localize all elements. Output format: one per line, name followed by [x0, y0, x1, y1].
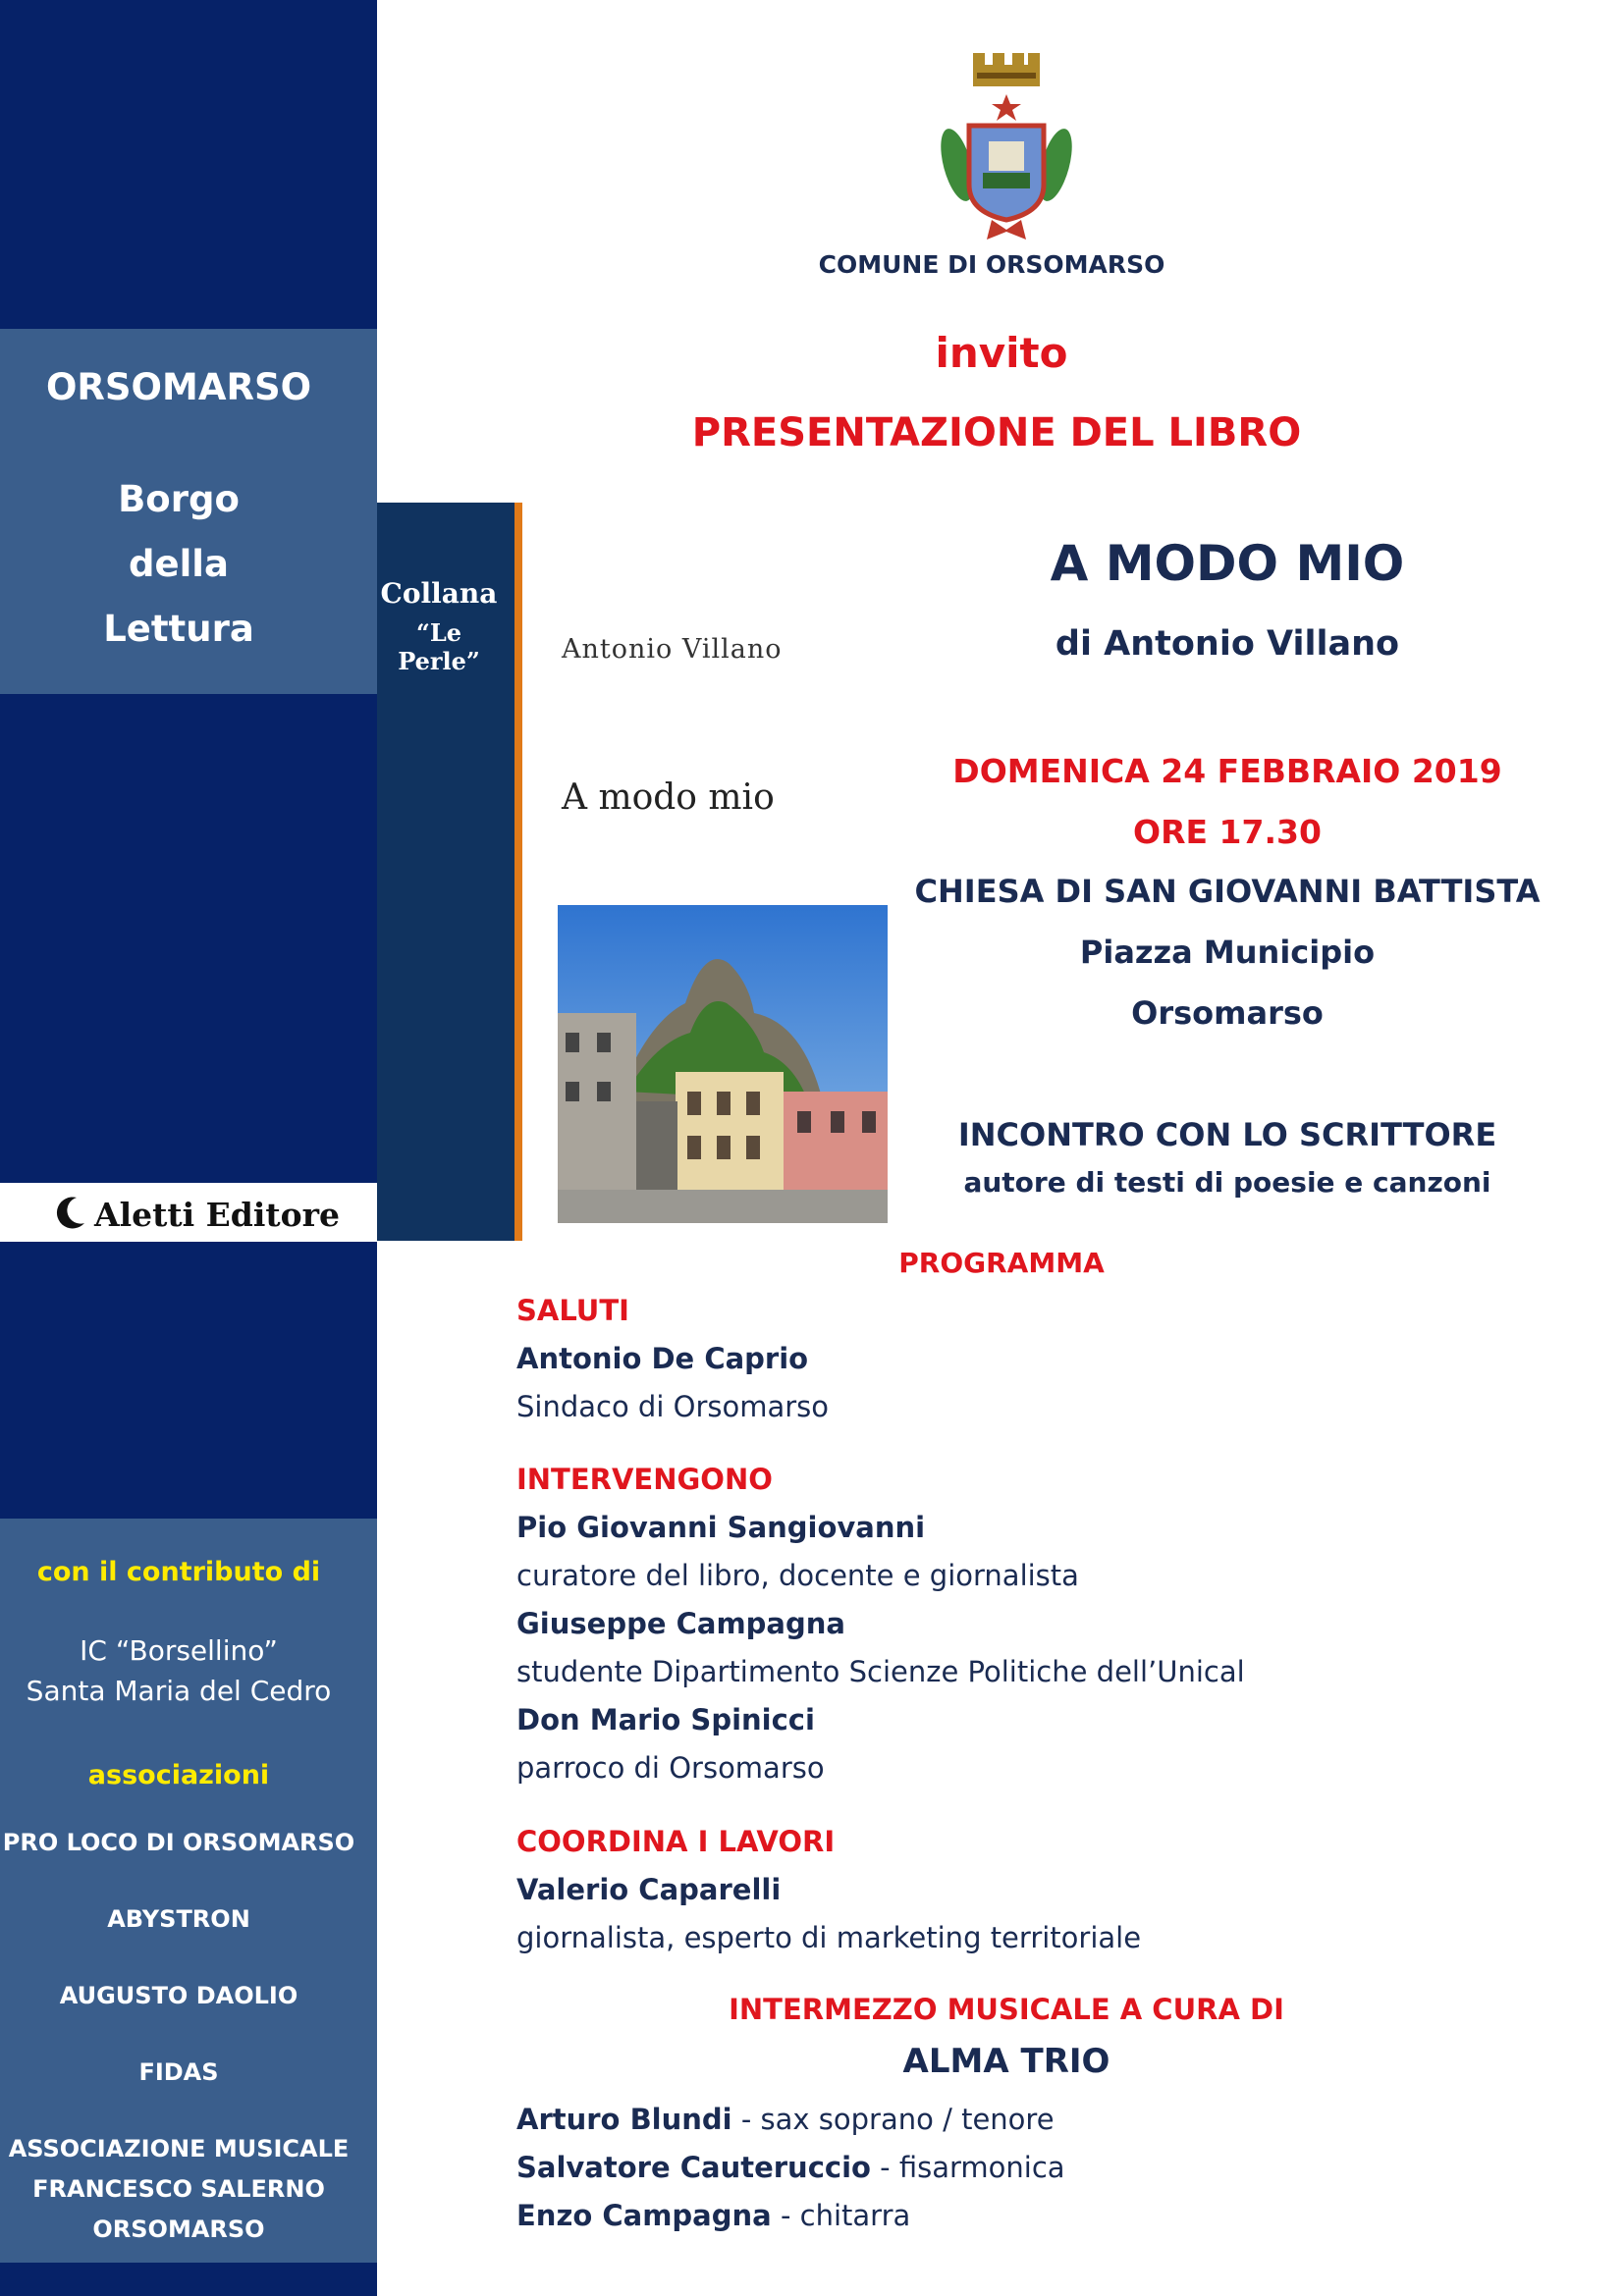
contrib-heading: con il contributo di	[36, 1557, 321, 1587]
cover-title: A modo mio	[562, 777, 775, 818]
saluti-label: SALUTI	[516, 1294, 629, 1327]
intervengono-label: INTERVENGONO	[516, 1463, 773, 1496]
school-line-2: Santa Maria del Cedro	[26, 1675, 332, 1707]
assoc-item: ABYSTRON	[107, 1905, 250, 1933]
event-square: Piazza Municipio	[1079, 934, 1376, 971]
event-time: ORE 17.30	[1133, 813, 1322, 851]
event-town: Orsomarso	[1131, 994, 1324, 1032]
speaker-name: Giuseppe Campagna	[516, 1607, 845, 1640]
program-heading: PROGRAMMA	[898, 1247, 1105, 1279]
speaker-role: parroco di Orsomarso	[516, 1751, 825, 1785]
sidebar-middle-panel	[0, 694, 377, 1183]
music-label: INTERMEZZO MUSICALE A CURA DI	[729, 1993, 1284, 2026]
event-author: di Antonio Villano	[1055, 624, 1400, 664]
coordina-name: Valerio Caparelli	[516, 1873, 782, 1906]
musician-line	[516, 2199, 910, 2232]
meeting-subtitle: autore di testi di poesie e canzoni	[963, 1166, 1491, 1199]
assoc-item: PRO LOCO DI ORSOMARSO	[2, 1829, 355, 1856]
book-spine	[377, 503, 514, 1241]
assoc-item: FRANCESCO SALERNO	[32, 2175, 325, 2203]
cover-photo	[558, 905, 888, 1223]
invito-text: invito	[935, 329, 1068, 377]
cover-author: Antonio Villano	[562, 634, 783, 665]
school-line-1: IC “Borsellino”	[80, 1634, 278, 1667]
speaker-name: Pio Giovanni Sangiovanni	[516, 1511, 926, 1544]
saluti-role: Sindaco di Orsomarso	[516, 1390, 830, 1423]
publisher-name: Aletti Editore	[94, 1196, 341, 1234]
sidebar-borgo-2: della	[129, 543, 229, 585]
musician-name: Enzo Campagna	[516, 2199, 772, 2232]
event-date: DOMENICA 24 FEBBRAIO 2019	[952, 752, 1502, 790]
coordina-label: COORDINA I LAVORI	[516, 1825, 836, 1858]
sidebar-top-panel	[0, 0, 377, 329]
collana-line-2: “Le Perle”	[398, 618, 480, 675]
book-spine-stripe	[514, 503, 522, 1241]
musician-role: - fisarmonica	[870, 2151, 1065, 2184]
presentazione-title: PRESENTAZIONE DEL LIBRO	[691, 410, 1302, 455]
coordina-role: giornalista, esperto di marketing territoriale	[516, 1921, 1142, 1954]
saluti-name: Antonio De Caprio	[516, 1342, 809, 1375]
collana-line-1: Collana	[380, 577, 498, 610]
speaker-role: studente Dipartimento Scienze Politiche dell’Unical	[516, 1655, 1245, 1688]
assoc-item: FIDAS	[138, 2058, 219, 2086]
speaker-role: curatore del libro, docente e giornalista	[516, 1559, 1079, 1592]
musician-line	[516, 2151, 1065, 2184]
meeting-title: INCONTRO CON LO SCRITTORE	[957, 1116, 1497, 1153]
assoc-heading: associazioni	[87, 1760, 270, 1790]
musician-role: - chitarra	[771, 2199, 911, 2232]
event-title: A MODO MIO	[1050, 535, 1405, 592]
coat-of-arms-icon	[938, 47, 1075, 243]
sidebar-lower-panel	[0, 1242, 377, 1519]
assoc-item: ORSOMARSO	[92, 2216, 265, 2243]
assoc-item: ASSOCIAZIONE MUSICALE	[8, 2135, 350, 2163]
sidebar-borgo-1: Borgo	[118, 478, 240, 520]
musician-name: Salvatore Cauteruccio	[516, 2151, 871, 2184]
comune-title: COMUNE DI ORSOMARSO	[818, 250, 1165, 279]
speaker-name: Don Mario Spinicci	[516, 1703, 815, 1736]
sidebar-town: ORSOMARSO	[45, 366, 312, 408]
musician-line	[516, 2103, 1055, 2136]
musician-name: Arturo Blundi	[516, 2103, 732, 2136]
event-place: CHIESA DI SAN GIOVANNI BATTISTA	[914, 873, 1541, 910]
sidebar-bottom-panel	[0, 2263, 377, 2296]
music-group: ALMA TRIO	[902, 2042, 1110, 2081]
assoc-item: AUGUSTO DAOLIO	[59, 1982, 298, 2009]
sidebar-borgo-3: Lettura	[103, 608, 254, 650]
publisher-logo-icon	[51, 1194, 90, 1233]
musician-role: - sax soprano / tenore	[731, 2103, 1055, 2136]
